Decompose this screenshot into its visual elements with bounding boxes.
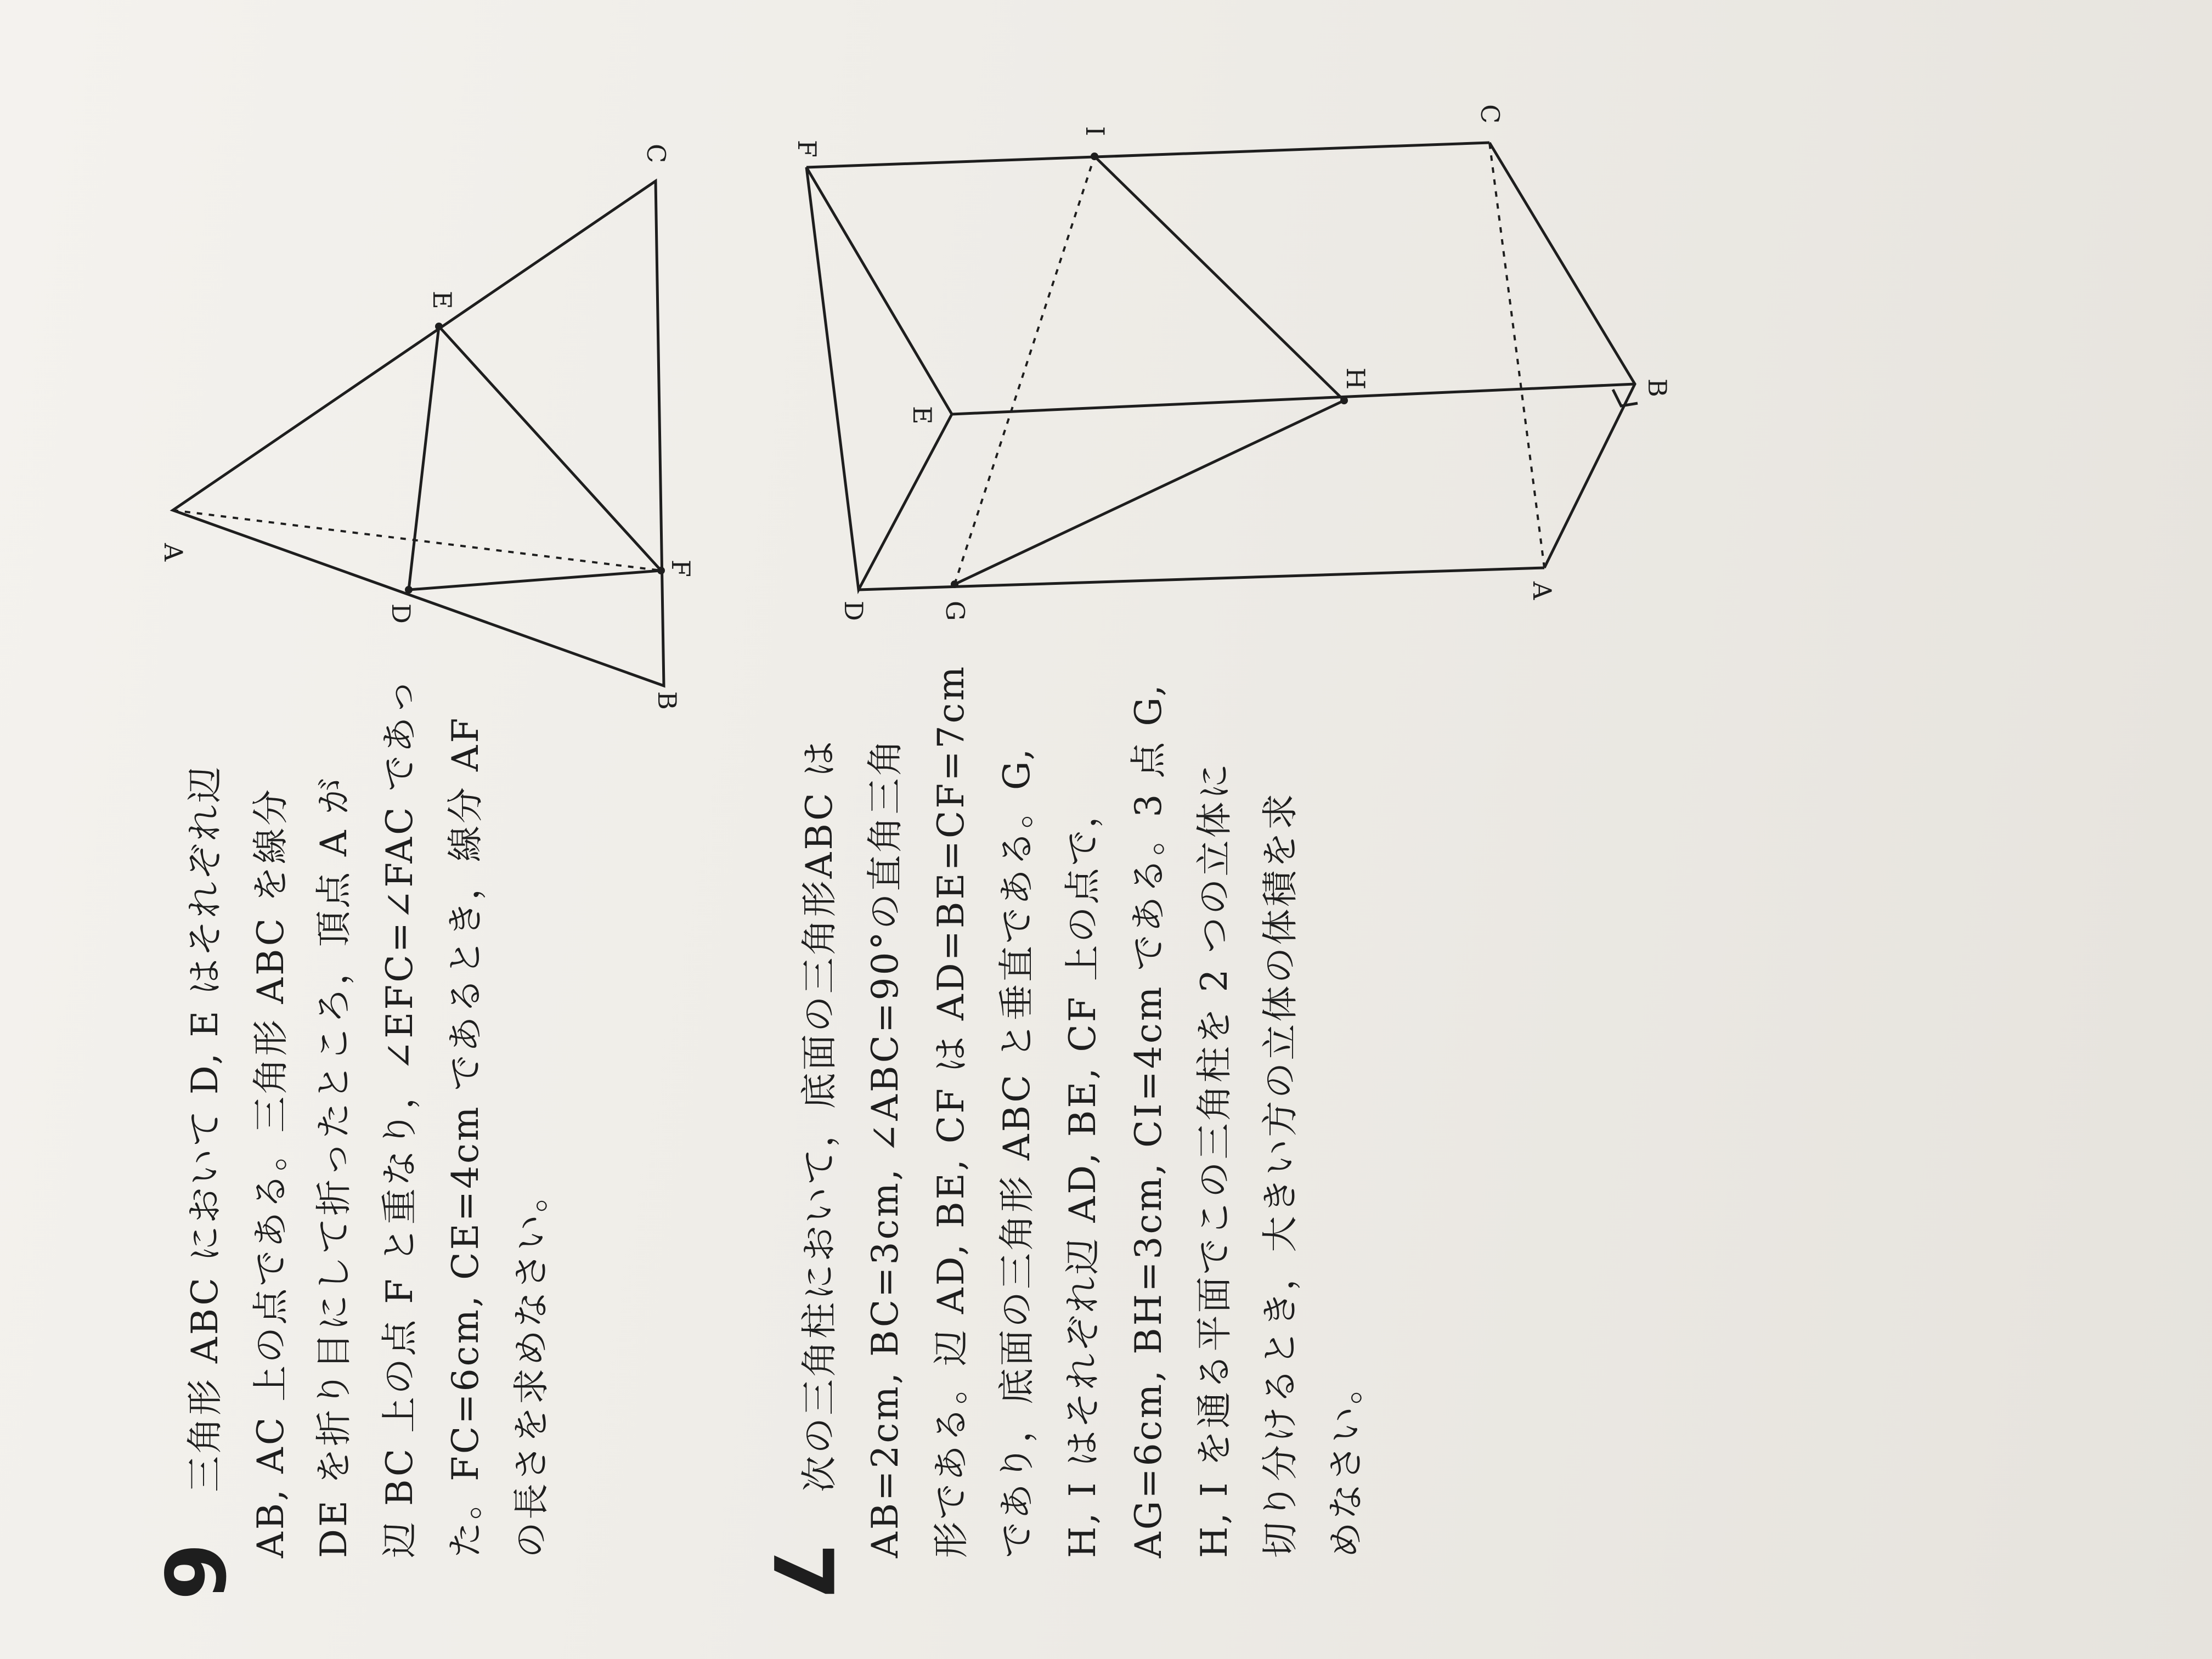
label-c: C bbox=[641, 144, 671, 163]
label-d: D bbox=[386, 603, 416, 624]
problem-6-line: た。FC=6cm, CE=4cm であるとき，線分 AF bbox=[444, 715, 487, 1558]
label-f: F bbox=[792, 140, 822, 157]
problem-7-line: 切り分けるとき，大きい方の立体の体積を求 bbox=[1259, 791, 1301, 1558]
label-b: B bbox=[1643, 379, 1672, 397]
problem-7-line: H, I はそれぞれ辺 AD, BE, CF 上の点で， bbox=[1062, 789, 1104, 1558]
problem-6-line: DE を折り目にして折ったところ，頂点 A が bbox=[313, 776, 355, 1558]
label-a: A bbox=[1527, 582, 1557, 600]
problem-7-line: 次の三角柱において，底面の三角形ABC は bbox=[798, 738, 840, 1492]
problem-6-line: AB, AC 上の点である。三角形 ABC を線分 bbox=[250, 787, 292, 1558]
edge-be bbox=[952, 384, 1635, 414]
edge-cf bbox=[806, 143, 1489, 167]
top-face-def bbox=[806, 167, 952, 590]
segment-gi-hidden bbox=[955, 156, 1094, 584]
problem-7-line: であり，底面の三角形 ABC と垂直である。G, bbox=[996, 746, 1038, 1558]
problem-6-line: の長さを求めなさい。 bbox=[510, 1174, 552, 1558]
problem-6-number: 6 bbox=[145, 1543, 241, 1601]
problem-7-line: AB=2cm, BC=3cm, ∠ABC=90°の直角三角 bbox=[864, 737, 906, 1558]
problem-7-line: めなさい。 bbox=[1325, 1366, 1367, 1558]
problem-7-number: 7 bbox=[754, 1543, 850, 1601]
label-d: D bbox=[839, 601, 868, 621]
problem-6-line: 三角形 ABC において D, E はそれぞれ辺 bbox=[184, 764, 226, 1492]
bottom-face-edges bbox=[1489, 143, 1635, 568]
problem-6-line: 辺 BC 上の点 F と重なり，∠EFC=∠FAC であっ bbox=[379, 676, 421, 1558]
edge-ad bbox=[859, 568, 1544, 590]
segment-hi bbox=[1094, 156, 1344, 400]
point-g bbox=[951, 580, 958, 588]
point-h bbox=[1340, 397, 1348, 404]
label-e: E bbox=[907, 406, 937, 425]
problem-7-line: H, I を通る平面でこの三角柱を 2 つの立体に bbox=[1193, 761, 1235, 1558]
problem-7-line: 形である。辺 AD, BE, CF は AD=BE=CF=7cm bbox=[930, 664, 972, 1558]
label-b: B bbox=[652, 691, 682, 710]
label-c: C bbox=[1475, 104, 1505, 124]
label-e: E bbox=[427, 291, 457, 309]
label-f: F bbox=[666, 560, 696, 577]
label-i: I bbox=[1080, 126, 1110, 137]
label-h: H bbox=[1341, 368, 1370, 390]
problem-7-line: AG=6cm, BH=3cm, CI=4cm である。3 点 G, bbox=[1127, 682, 1170, 1558]
point-i bbox=[1091, 153, 1098, 160]
label-g: G bbox=[940, 601, 970, 621]
segment-gh bbox=[955, 400, 1344, 584]
label-a: A bbox=[159, 543, 188, 562]
edge-ac-hidden bbox=[1489, 143, 1544, 568]
